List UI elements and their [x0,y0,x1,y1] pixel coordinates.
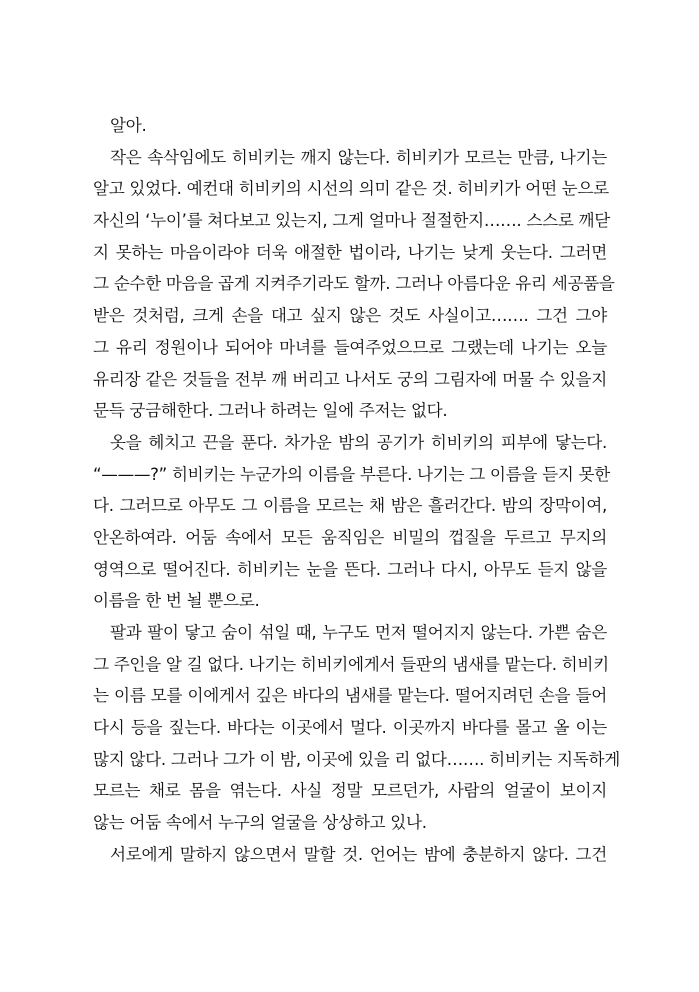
text-line: 는 이름 모를 이에게서 깊은 바다의 냄새를 맡는다. 떨어지려던 손을 들어 [93,686,607,706]
text-line: 알고 있었다. 예컨대 히비키의 시선의 의미 같은 것. 히비키가 어떤 눈으로 [93,179,609,199]
text-line: 지 못하는 마음이라야 더욱 애절한 법이라, 나기는 낮게 웃는다. 그러면 [93,242,607,262]
text-line: 작은 속삭임에도 히비키는 깨지 않는다. 히비키가 모르는 만큼, 나기는 [110,147,607,167]
text-line: 팔과 팔이 닿고 숨이 섞일 때, 누구도 먼저 떨어지지 않는다. 가쁜 숨은 [110,623,607,642]
text-line: 자신의 ‘누이’를 쳐다보고 있는지, 그게 얼마나 절절한지……. 스스로 깨닫 [93,211,610,231]
text-line: 유리장 같은 것들을 전부 깨 버리고 나서도 궁의 그림자에 머물 수 있을지 [93,369,607,389]
text-line: 그 유리 정원이나 되어야 마녀를 들여주었으므로 그랬는데 나기는 오늘 [93,337,607,357]
text-line: 모르는 채로 몸을 엮는다. 사실 정말 모르던가, 사람의 얼굴이 보이지 [93,781,607,801]
text-line: 이름을 한 번 뇔 뿐으로. [93,591,260,611]
text-line: 그 주인을 알 길 없다. 나기는 히비키에게서 들판의 냄새를 맡는다. 히비키 [93,654,609,674]
text-line: 않는 어둠 속에서 누구의 얼굴을 상상하고 있나. [93,813,427,833]
text-line: 다. 그러므로 아무도 그 이름을 모르는 채 밤은 흘러간다. 밤의 장막이여, [93,496,607,516]
text-line: 그 순수한 마음을 곱게 지켜주기라도 할까. 그러나 아름다운 유리 세공품을 [93,274,615,294]
text-line: 받은 것처럼, 크게 손을 대고 싶지 않은 것도 사실이고……. 그건 그야 [93,306,607,326]
text-line: 많지 않다. 그러나 그가 이 밤, 이곳에 있을 리 없다……. 히비키는 지독하게 [93,749,620,769]
text-line: 옷을 헤치고 끈을 푼다. 차가운 밤의 공기가 히비키의 피부에 닿는다. [110,432,607,452]
text-line: “———?” 히비키는 누군가의 이름을 부른다. 나기는 그 이름을 듣지 못한 [93,464,610,484]
text-line: 서로에게 말하지 않으면서 말할 것. 언어는 밤에 충분하지 않다. 그건 [110,844,607,864]
text-line: 영역으로 떨어진다. 히비키는 눈을 뜬다. 그러나 다시, 아무도 듣지 않을 [93,559,607,579]
text-line: 알아. [110,116,147,135]
text-line: 문득 궁금해한다. 그러나 하려는 일에 주저는 없다. [93,401,448,421]
text-line: 다시 등을 짚는다. 바다는 이곳에서 멀다. 이곳까지 바다를 몰고 올 이는 [93,718,607,738]
text-line: 안온하여라. 어둠 속에서 모든 움직임은 비밀의 껍질을 두르고 무지의 [93,527,607,547]
document-page [93,110,620,871]
